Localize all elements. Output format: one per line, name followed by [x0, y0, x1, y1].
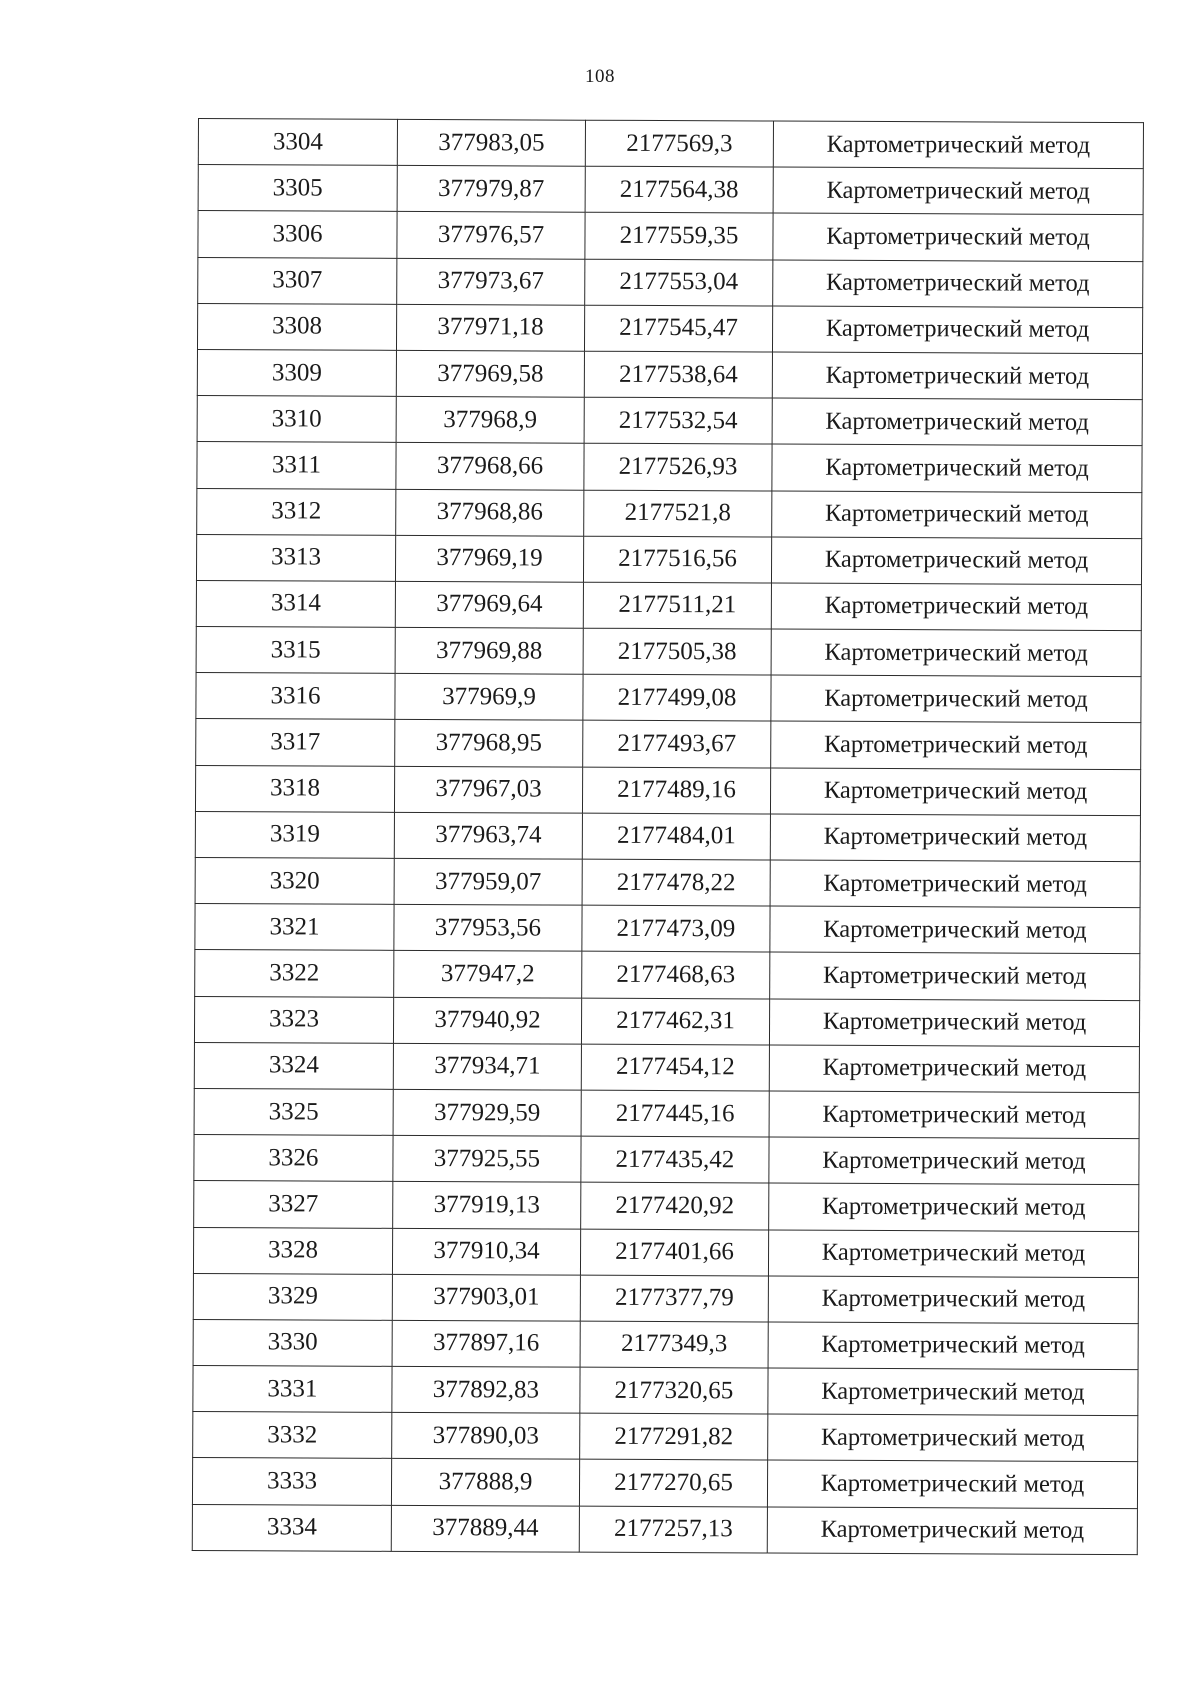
point-number-cell: 3330 [193, 1319, 392, 1366]
y-coordinate-cell: 2177521,8 [584, 490, 772, 537]
method-cell: Картометрический метод [770, 906, 1140, 954]
x-coordinate-cell: 377897,16 [392, 1320, 580, 1367]
point-number-cell: 3318 [195, 765, 394, 812]
table-row [193, 1227, 1138, 1277]
method-cell: Картометрический метод [770, 952, 1140, 1000]
y-coordinate-cell: 2177545,47 [584, 305, 772, 352]
table-row [198, 211, 1143, 261]
y-coordinate-cell: 2177559,35 [585, 213, 773, 260]
method-cell: Картометрический метод [767, 1507, 1137, 1555]
table-row [193, 1273, 1138, 1323]
point-number-cell: 3312 [197, 488, 396, 535]
table-row [197, 442, 1142, 492]
point-number-cell: 3324 [194, 1042, 393, 1089]
x-coordinate-cell: 377929,59 [393, 1089, 581, 1136]
point-number-cell: 3329 [193, 1273, 392, 1320]
point-number-cell: 3310 [197, 396, 396, 443]
y-coordinate-cell: 2177564,38 [585, 166, 773, 213]
table-row [196, 627, 1141, 677]
y-coordinate-cell: 2177349,3 [580, 1321, 768, 1368]
y-coordinate-cell: 2177505,38 [583, 628, 771, 675]
table-row [193, 1319, 1138, 1369]
table-row [196, 673, 1141, 723]
point-number-cell: 3333 [192, 1458, 391, 1505]
y-coordinate-cell: 2177401,66 [580, 1229, 768, 1276]
x-coordinate-cell: 377947,2 [394, 951, 582, 998]
method-cell: Картометрический метод [770, 814, 1140, 862]
y-coordinate-cell: 2177420,92 [581, 1182, 769, 1229]
x-coordinate-cell: 377976,57 [397, 212, 585, 259]
point-number-cell: 3311 [197, 442, 396, 489]
method-cell: Картометрический метод [771, 537, 1141, 585]
point-number-cell: 3331 [193, 1366, 392, 1413]
table-row [194, 996, 1139, 1046]
y-coordinate-cell: 2177516,56 [583, 536, 771, 583]
point-number-cell: 3321 [195, 904, 394, 951]
point-number-cell: 3323 [194, 996, 393, 1043]
point-number-cell: 3305 [198, 165, 397, 212]
point-number-cell: 3320 [195, 857, 394, 904]
x-coordinate-cell: 377968,95 [395, 720, 583, 767]
y-coordinate-cell: 2177569,3 [585, 120, 773, 167]
table-row [194, 1042, 1139, 1092]
point-number-cell: 3328 [193, 1227, 392, 1274]
method-cell: Картометрический метод [770, 860, 1140, 908]
table-row [194, 1181, 1139, 1231]
x-coordinate-cell: 377971,18 [396, 304, 584, 351]
x-coordinate-cell: 377969,19 [395, 535, 583, 582]
table-row [197, 488, 1142, 538]
y-coordinate-cell: 2177270,65 [579, 1460, 767, 1507]
table-row [196, 534, 1141, 584]
y-coordinate-cell: 2177493,67 [583, 721, 771, 768]
page-number: 108 [585, 66, 615, 87]
point-number-cell: 3306 [198, 211, 397, 258]
y-coordinate-cell: 2177553,04 [585, 259, 773, 306]
point-number-cell: 3332 [193, 1412, 392, 1459]
point-number-cell: 3325 [194, 1088, 393, 1135]
coordinates-table-body [192, 119, 1143, 1555]
x-coordinate-cell: 377959,07 [394, 858, 582, 905]
y-coordinate-cell: 2177454,12 [581, 1044, 769, 1091]
y-coordinate-cell: 2177499,08 [583, 674, 771, 721]
y-coordinate-cell: 2177435,42 [581, 1136, 769, 1183]
method-cell: Картометрический метод [768, 1230, 1138, 1278]
method-cell: Картометрический метод [769, 1091, 1139, 1139]
method-cell: Картометрический метод [773, 121, 1143, 169]
table-row [195, 950, 1140, 1000]
method-cell: Картометрический метод [767, 1460, 1137, 1508]
x-coordinate-cell: 377940,92 [393, 997, 581, 1044]
method-cell: Картометрический метод [768, 1414, 1138, 1462]
point-number-cell: 3319 [195, 811, 394, 858]
point-number-cell: 3334 [192, 1504, 391, 1551]
x-coordinate-cell: 377979,87 [397, 166, 585, 213]
x-coordinate-cell: 377969,88 [395, 627, 583, 674]
method-cell: Картометрический метод [768, 1368, 1138, 1416]
table-row [194, 1088, 1139, 1138]
table-row [192, 1504, 1137, 1554]
x-coordinate-cell: 377919,13 [393, 1182, 581, 1229]
point-number-cell: 3327 [194, 1181, 393, 1228]
y-coordinate-cell: 2177291,82 [580, 1413, 768, 1460]
method-cell: Картометрический метод [772, 352, 1142, 400]
x-coordinate-cell: 377983,05 [397, 119, 585, 166]
x-coordinate-cell: 377889,44 [391, 1505, 579, 1552]
y-coordinate-cell: 2177526,93 [584, 444, 772, 491]
table-row [197, 396, 1142, 446]
y-coordinate-cell: 2177538,64 [584, 351, 772, 398]
method-cell: Картометрический метод [769, 1045, 1139, 1093]
y-coordinate-cell: 2177462,31 [581, 998, 769, 1045]
method-cell: Картометрический метод [769, 1183, 1139, 1231]
table-row [198, 257, 1143, 307]
x-coordinate-cell: 377968,9 [396, 396, 584, 443]
x-coordinate-cell: 377910,34 [392, 1228, 580, 1275]
x-coordinate-cell: 377968,66 [396, 443, 584, 490]
point-number-cell: 3314 [196, 580, 395, 627]
method-cell: Картометрический метод [771, 721, 1141, 769]
y-coordinate-cell: 2177532,54 [584, 397, 772, 444]
table-row [195, 765, 1140, 815]
point-number-cell: 3309 [197, 349, 396, 396]
x-coordinate-cell: 377973,67 [397, 258, 585, 305]
y-coordinate-cell: 2177320,65 [580, 1367, 768, 1414]
table-row [196, 719, 1141, 769]
table-row [193, 1366, 1138, 1416]
method-cell: Картометрический метод [773, 260, 1143, 308]
table-row [193, 1412, 1138, 1462]
point-number-cell: 3326 [194, 1135, 393, 1182]
x-coordinate-cell: 377925,55 [393, 1135, 581, 1182]
table-row [195, 904, 1140, 954]
coordinates-table [192, 118, 1144, 1555]
point-number-cell: 3307 [198, 257, 397, 304]
table-row [198, 165, 1143, 215]
x-coordinate-cell: 377934,71 [393, 1043, 581, 1090]
x-coordinate-cell: 377953,56 [394, 905, 582, 952]
coordinates-table-container [198, 118, 1144, 1551]
x-coordinate-cell: 377969,58 [396, 350, 584, 397]
table-row [197, 303, 1142, 353]
y-coordinate-cell: 2177478,22 [582, 859, 770, 906]
method-cell: Картометрический метод [772, 398, 1142, 446]
point-number-cell: 3304 [198, 119, 397, 166]
table-row [196, 580, 1141, 630]
x-coordinate-cell: 377888,9 [391, 1459, 579, 1506]
point-number-cell: 3308 [197, 303, 396, 350]
x-coordinate-cell: 377969,9 [395, 674, 583, 721]
point-number-cell: 3317 [196, 719, 395, 766]
y-coordinate-cell: 2177484,01 [582, 813, 770, 860]
table-row [195, 811, 1140, 861]
point-number-cell: 3313 [196, 534, 395, 581]
point-number-cell: 3322 [195, 950, 394, 997]
table-row [194, 1135, 1139, 1185]
y-coordinate-cell: 2177473,09 [582, 905, 770, 952]
method-cell: Картометрический метод [769, 999, 1139, 1047]
x-coordinate-cell: 377968,86 [396, 489, 584, 536]
table-row [197, 349, 1142, 399]
method-cell: Картометрический метод [768, 1276, 1138, 1324]
point-number-cell: 3315 [196, 627, 395, 674]
method-cell: Картометрический метод [771, 583, 1141, 631]
method-cell: Картометрический метод [773, 213, 1143, 261]
method-cell: Картометрический метод [772, 444, 1142, 492]
y-coordinate-cell: 2177377,79 [580, 1275, 768, 1322]
y-coordinate-cell: 2177445,16 [581, 1090, 769, 1137]
x-coordinate-cell: 377892,83 [392, 1366, 580, 1413]
method-cell: Картометрический метод [772, 306, 1142, 354]
y-coordinate-cell: 2177511,21 [583, 582, 771, 629]
table-row [198, 119, 1143, 169]
table-row [195, 857, 1140, 907]
point-number-cell: 3316 [196, 673, 395, 720]
method-cell: Картометрический метод [771, 675, 1141, 723]
method-cell: Картометрический метод [773, 167, 1143, 215]
x-coordinate-cell: 377969,64 [395, 581, 583, 628]
x-coordinate-cell: 377963,74 [394, 812, 582, 859]
y-coordinate-cell: 2177257,13 [579, 1506, 767, 1553]
x-coordinate-cell: 377890,03 [392, 1413, 580, 1460]
y-coordinate-cell: 2177489,16 [582, 767, 770, 814]
y-coordinate-cell: 2177468,63 [582, 952, 770, 999]
table-row [192, 1458, 1137, 1508]
x-coordinate-cell: 377903,01 [392, 1274, 580, 1321]
method-cell: Картометрический метод [770, 768, 1140, 816]
method-cell: Картометрический метод [771, 629, 1141, 677]
method-cell: Картометрический метод [768, 1322, 1138, 1370]
x-coordinate-cell: 377967,03 [394, 766, 582, 813]
method-cell: Картометрический метод [772, 491, 1142, 539]
method-cell: Картометрический метод [769, 1137, 1139, 1185]
